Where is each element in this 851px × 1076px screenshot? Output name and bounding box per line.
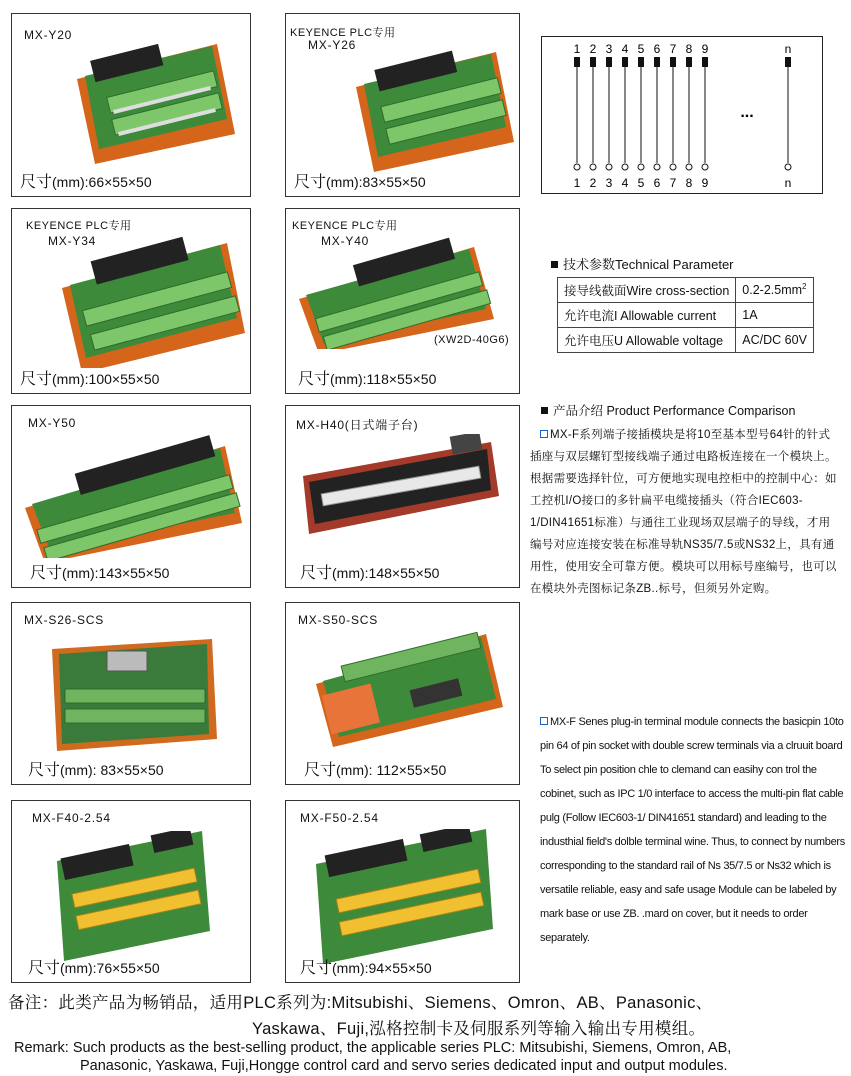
dimension-text: 尺寸(mm):83×55×50 <box>294 174 426 191</box>
pin-top-label: 6 <box>653 42 661 56</box>
param-label: 允许电流I Allowable current <box>558 303 736 328</box>
dimension-text: 尺寸(mm):143×55×50 <box>30 565 170 582</box>
pin-top-label: 9 <box>701 42 709 56</box>
pin-bottom-label: 7 <box>669 176 677 190</box>
pin-top-terminal <box>670 57 676 67</box>
dimension-text: 尺寸(mm): 83×55×50 <box>28 762 164 779</box>
pin-bottom-terminal <box>785 164 791 170</box>
pin-top-label: 3 <box>605 42 613 56</box>
pin-top-label: 1 <box>573 42 581 56</box>
footer-remark-zh-line1: 备注：此类产品为畅销品，适用PLC系列为:Mitsubishi、Siemens、Omron、AB、Panasonic、 <box>8 994 713 1012</box>
dimension-text: 尺寸(mm):66×55×50 <box>20 174 152 191</box>
pin-top-label: 7 <box>669 42 677 56</box>
param-value: AC/DC 60V <box>736 328 814 353</box>
product-card-f50 <box>285 800 520 983</box>
dimension-text: 尺寸(mm):148×55×50 <box>300 565 440 582</box>
table-row <box>558 303 814 328</box>
model-label: MX-Y20 <box>24 28 73 42</box>
pin-top-label: n <box>784 42 792 56</box>
param-value: $0.2-2.5mm^2$ <box>736 278 814 303</box>
pin-top-label: 8 <box>685 42 693 56</box>
pin-top-terminal <box>654 57 660 67</box>
pin-top-terminal <box>622 57 628 67</box>
pin-top-terminal <box>702 57 708 67</box>
pin-bottom-terminal <box>686 164 692 170</box>
pin-bottom-terminal <box>590 164 596 170</box>
pin-top-terminal <box>638 57 644 67</box>
terminal-module-image <box>346 32 516 172</box>
intro-title: 产品介绍 Product Performance Comparison <box>541 401 795 419</box>
pin-top-terminal <box>785 57 791 67</box>
pin-bottom-terminal <box>654 164 660 170</box>
param-label: 接导线截面Wire cross-section <box>558 278 736 303</box>
brand-label: KEYENCE PLC专用 <box>292 220 398 232</box>
product-card-y26 <box>285 13 520 197</box>
pin-top-label: 5 <box>637 42 645 56</box>
pin-top-terminal <box>686 57 692 67</box>
model-label: MX-S50-SCS <box>298 613 379 627</box>
footer-remark-en-line1: Remark: Such products as the best-selling product, the applicable series PLC: Mitsubishi, Siemens, Omron, AB, <box>14 1040 732 1056</box>
terminal-module-image <box>294 229 499 349</box>
brand-label: KEYENCE PLC专用 <box>26 220 132 232</box>
pin-top-terminal <box>574 57 580 67</box>
dimension-text: 尺寸(mm):94×55×50 <box>300 960 432 977</box>
pin-bottom-terminal <box>638 164 644 170</box>
dimension-text: 尺寸(mm):100×55×50 <box>20 371 160 388</box>
table-row <box>558 278 814 303</box>
footer-remark-zh-line2: Yaskawa、Fuji,泓格控制卡及伺服系列等输入输出专用模组。 <box>252 1020 706 1038</box>
pin-bottom-label: 6 <box>653 176 661 190</box>
bullet-square-icon <box>540 717 548 725</box>
pin-top-terminal <box>606 57 612 67</box>
table-row <box>558 328 814 353</box>
model-label: MX-Y26 <box>308 38 357 52</box>
pin-bottom-label: 3 <box>605 176 613 190</box>
square-bullet-icon <box>551 261 558 268</box>
product-card-y50 <box>11 405 251 588</box>
pin-bottom-label: 5 <box>637 176 645 190</box>
model-label: MX-F40-2.54 <box>32 811 111 825</box>
dimension-text: 尺寸(mm): 112×55×50 <box>304 762 447 779</box>
pin-bottom-label: 2 <box>589 176 597 190</box>
pin-bottom-label: n <box>784 176 792 190</box>
model-note: (XW2D-40G6) <box>434 334 510 346</box>
brand-label: KEYENCE PLC专用 <box>290 27 396 39</box>
pin-bottom-terminal <box>670 164 676 170</box>
pin-ellipsis: ... <box>740 104 754 121</box>
model-label: MX-S26-SCS <box>24 613 105 627</box>
product-card-y20 <box>11 13 251 197</box>
pin-top-label: 4 <box>621 42 629 56</box>
intro-chinese-text: MX-F系列端子接插模块是将10至基本型号64针的针式插座与双层螺钉型接线端子通过电路板连接在一个模块上。根据需要选择针位，可方便地实现电控柜中的控制中心：如工控机I/O接口的多针扁平电缆接插头（符合IEC603-1/DIN41651标准）与通往工业现场双层端子的导线，才用编号对应连接安装在标准导轨NS35/7.5或NS32上，具有通用性，使用安全可靠方便。模块可以用标号座编号，也可以在模块外壳图标记条ZB..标号，但须另外定购。 <box>530 429 837 595</box>
pin-top-label: 2 <box>589 42 597 56</box>
product-card-y34 <box>11 208 251 394</box>
model-label: MX-F50-2.54 <box>300 811 379 825</box>
square-bullet-icon <box>541 407 548 414</box>
product-card-s26 <box>11 602 251 785</box>
param-value: 1A <box>736 303 814 328</box>
terminal-module-image <box>47 639 222 754</box>
bullet-square-icon <box>540 430 548 438</box>
pin-bottom-label: 4 <box>621 176 629 190</box>
pin-diagram-drawing <box>542 37 824 195</box>
model-label: MX-Y50 <box>28 416 77 430</box>
dimension-text: 尺寸(mm):76×55×50 <box>28 960 160 977</box>
tech-parameter-title: 技术参数Technical Parameter <box>551 254 734 273</box>
pin-bottom-terminal <box>702 164 708 170</box>
terminal-module-image <box>301 434 501 544</box>
product-card-f40 <box>11 800 251 983</box>
pin-bottom-label: 9 <box>701 176 709 190</box>
pin-top-terminal <box>590 57 596 67</box>
terminal-module-image <box>52 223 247 368</box>
pin-bottom-terminal <box>622 164 628 170</box>
param-label: 允许电压U Allowable voltage <box>558 328 736 353</box>
pin-bottom-terminal <box>574 164 580 170</box>
terminal-module-image <box>52 831 212 961</box>
terminal-module-image <box>311 629 506 749</box>
terminal-module-image <box>67 24 237 164</box>
model-label: MX-Y40 <box>321 234 370 248</box>
pin-bottom-label: 1 <box>573 176 581 190</box>
dimension-text: 尺寸(mm):118×55×50 <box>298 371 437 388</box>
terminal-module-image <box>311 829 496 964</box>
product-card-s50 <box>285 602 520 785</box>
pin-bottom-terminal <box>606 164 612 170</box>
intro-english-text: MX-F Senes plug-in terminal module connects the basicpin 10to pin 64 of pin socket with double screw terminals via a clruuit board To select pin position chle to clemand can easihy con trol the cobinet, such as IPC 1/0 interface to access the multi-pin flat cable pulg (Follow IEC603-1/ DIN41651 standard) and leading to the industhial field's dolble terminal wine. Thus, to connect by numbers corresponding to the standard rail of Ns 35/7.5 or Ns32 which is versatile reliable, easy and safe usage Module can be labeled by mark base or use ZB. .mard on cover, but it needs to order separately. <box>540 716 845 944</box>
product-card-h40 <box>285 405 520 588</box>
model-label: MX-H40(日式端子台) <box>296 418 419 432</box>
pin-diagram <box>541 36 823 194</box>
pin-bottom-label: 8 <box>685 176 693 190</box>
model-label: MX-Y34 <box>48 234 97 248</box>
product-card-y40 <box>285 208 520 394</box>
terminal-module-image <box>20 428 245 558</box>
tech-parameter-table <box>557 277 814 353</box>
footer-remark-en-line2: Panasonic, Yaskawa, Fuji,Hongge control card and servo series dedicated input and output modules. <box>80 1058 728 1074</box>
